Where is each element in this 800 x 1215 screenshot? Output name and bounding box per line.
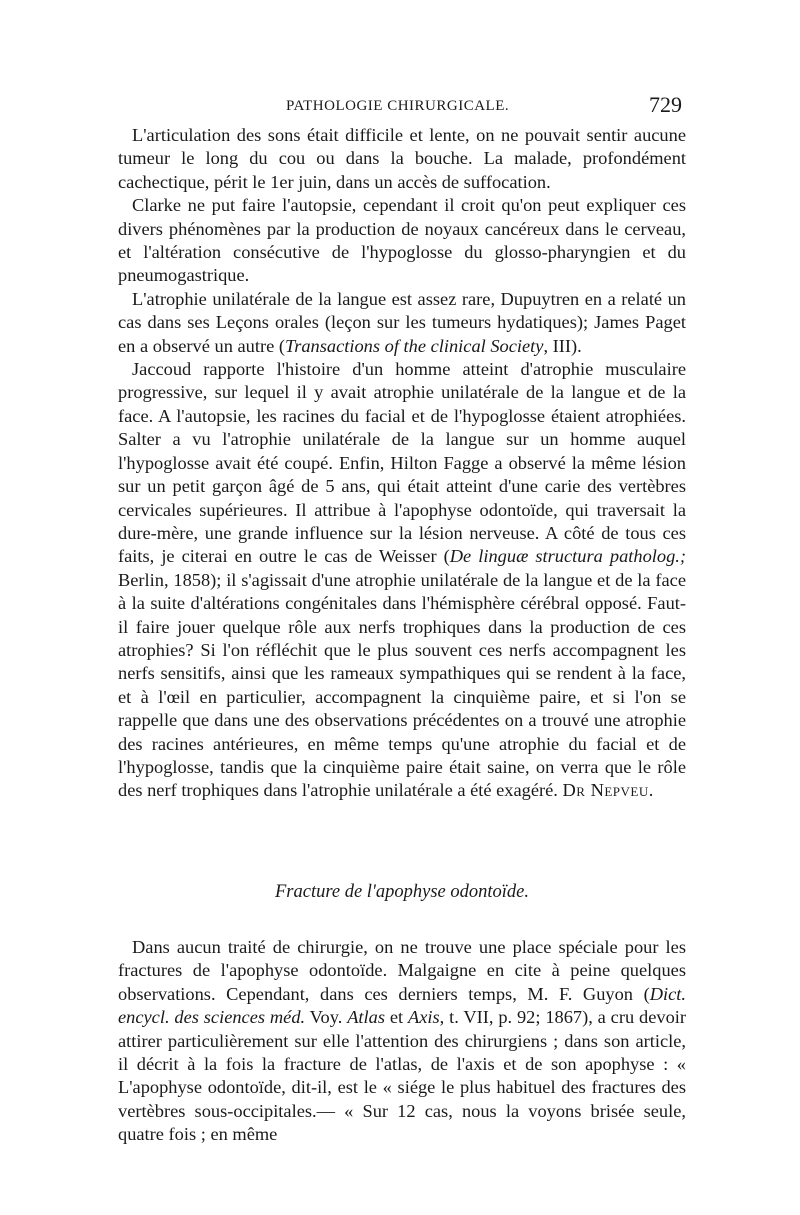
body-text-section [118, 936, 686, 1147]
citation-title: Transactions of the clinical Society [284, 335, 544, 356]
text-run: Dans aucun traité de chirurgie, on ne trouve une place spéciale pour les fractures de l'apophyse odontoïde. Malgaigne en cite à peine quelques observations. Cependant, dans ces derniers temps, M. F. Guyon ( [118, 937, 686, 1004]
text-run: Voy. [305, 1007, 348, 1028]
page-number: 729 [649, 92, 682, 117]
author-signature: Dr Nepveu. [562, 780, 654, 801]
citation-title: De linguæ structura patholog.; [449, 546, 686, 567]
text-run: et [385, 1007, 408, 1028]
page-header [118, 92, 682, 126]
paragraph: L'articulation des sons était difficile et lente, on ne pouvait sentir aucune tumeur le long du cou ou dans la bouche. La malade, profondément cachectique, périt le 1er juin, dans un accès de suffocation. [118, 125, 686, 192]
text-run: L'atrophie unilatérale de la langue est assez rare, Dupuytren en a relaté un cas dans ses Leçons orales (leçon sur les tumeurs hydatiques); James Paget en a observé un autre ( [118, 288, 686, 356]
text-run: Jaccoud rapporte l'histoire d'un homme atteint d'atrophie musculaire progressive, sur lequel il y avait atrophie unilatérale de la langue et de la face. A l'autopsie, les racines du facial et de l'hypoglosse étaient atrophiées. Salter a vu l'atrophie unilatérale de la langue sur un homme auquel l'hypoglosse avait été coupé. Enfin, Hilton Fagge a observé la même lésion sur un petit garçon âgé de 5 ans, qui était atteint d'une carie des vertèbres cervicales supérieures. Il attribue à l'apophyse odontoïde, qui traversait la dure-mère, une grande influence sur la lésion nerveuse. A côté de tous ces faits, je citerai en outre le cas de Weisser ( [118, 359, 686, 567]
running-title: PATHOLOGIE CHIRURGICALE. [286, 98, 510, 114]
paragraph [118, 936, 686, 1147]
paragraph [118, 358, 686, 803]
section-heading: Fracture de l'apophyse odontoïde. [275, 882, 529, 902]
citation-title: Dict. encycl. des sciences méd. [118, 983, 686, 1028]
paragraph: Clarke ne put faire l'autopsie, cependant il croit qu'on peut expliquer ces divers phénomènes par la production de noyaux cancéreux dans le cerveau, et l'altération consécutive de l'hypoglosse du glosso-pharyngien et du pneumogastrique. [118, 195, 686, 286]
paragraph [118, 288, 686, 358]
body-text [118, 124, 686, 803]
text-run: Berlin, 1858); il s'agissait d'une atrophie unilatérale de la langue et de la face à la suite d'altérations congénitales dans l'hémisphère cérébral opposé. Faut-il faire jouer quelque rôle aux nerfs trophiques dans la production de ces atrophies? Si l'on réfléchit que le plus souvent ces nerfs accompagnent les nerfs sensitifs, ainsi que les rameaux sympathiques qui se rendent à la face, et à l'œil en particulier, accompagnent la cinquième paire, et si l'on se rappelle que dans une des observations précédentes on a trouvé une atrophie des racines antérieures, en même temps qu'une atrophie du facial et de l'hypoglosse, tandis que la cinquième paire était saine, on verra que le rôle des nerf trophiques dans l'atrophie unilatérale a été exagéré. [118, 569, 686, 801]
text-run: , t. VII, p. 92; 1867), a cru devoir attirer particulièrement sur elle l'attention des chirurgiens ; dans son article, il décrit à la fois la fracture de l'atlas, de l'axis et de son apophyse : « L'apophyse odontoïde, dit-il, est le « siége le plus habituel des fractures des vertèbres sous-occipitales.— « Sur 12 cas, nous la voyons brisée seule, quatre fois ; en même [118, 1007, 686, 1145]
text-run: , III). [543, 335, 582, 356]
citation-title: Atlas [347, 1007, 386, 1028]
citation-title: Axis [408, 1007, 440, 1028]
